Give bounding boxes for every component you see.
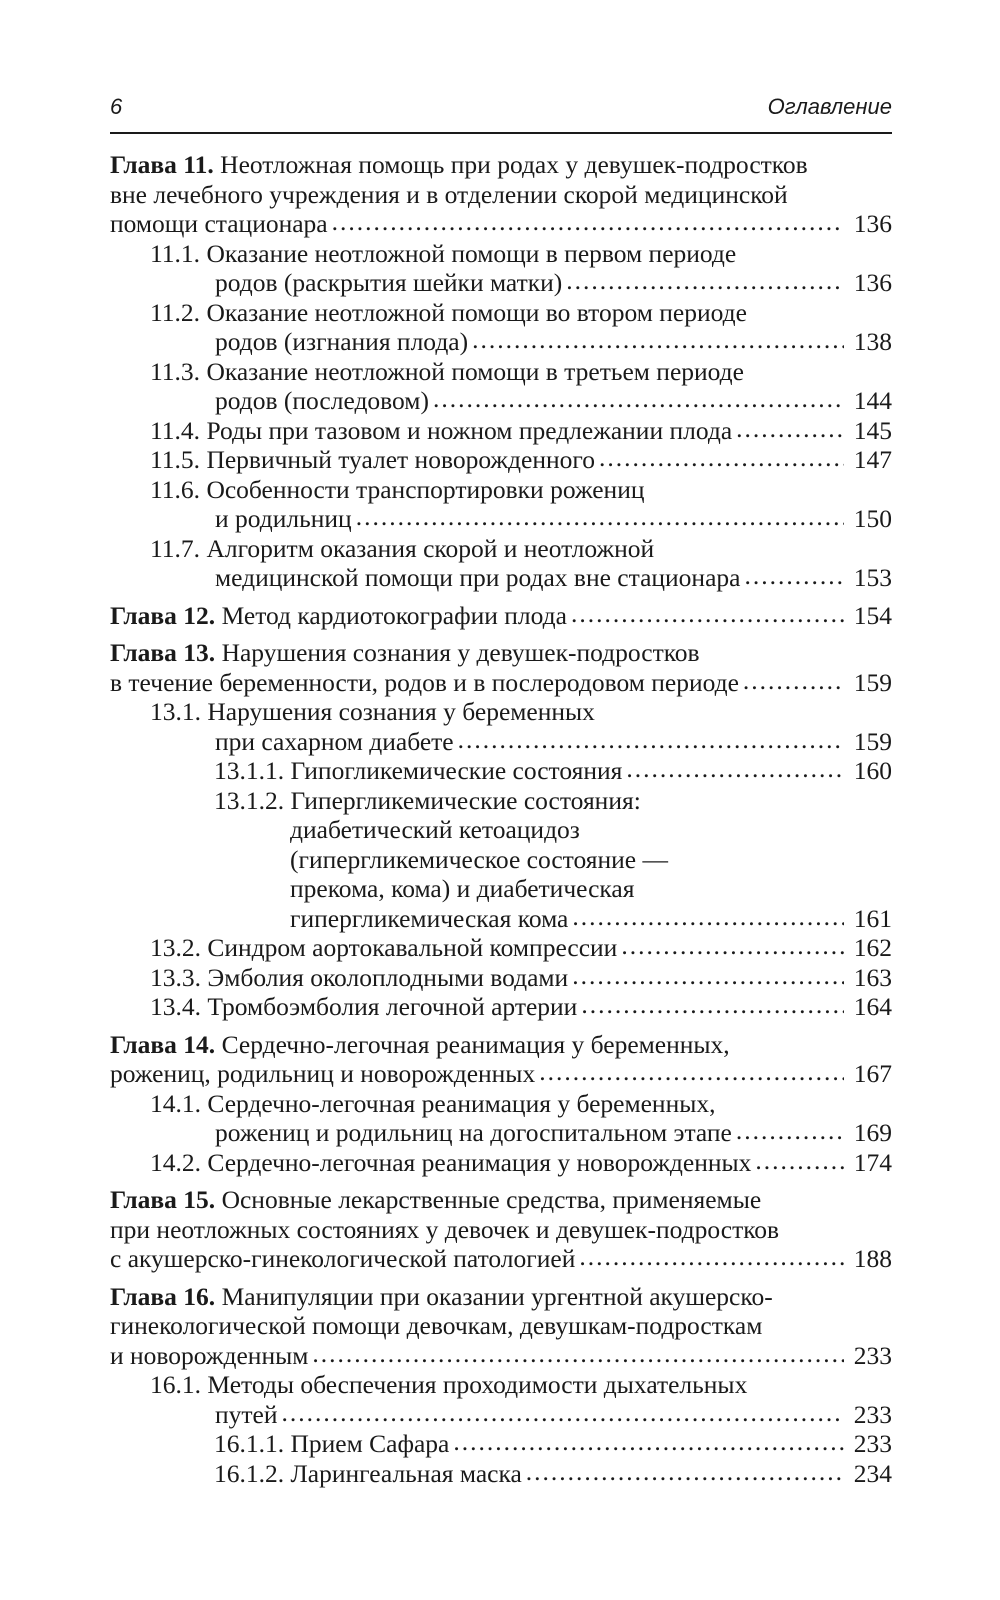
toc-page-number: 154 — [853, 600, 892, 630]
toc-entry-title: Ларингеальная маска — [290, 1458, 522, 1488]
toc-section-entry[interactable] — [110, 786, 892, 934]
toc-entry-line — [150, 697, 892, 727]
toc-entry-text-wrap — [215, 563, 740, 593]
toc-entry-title: Роды при тазовом и ножном предлежании плода — [206, 415, 733, 445]
toc-section-entry[interactable] — [110, 475, 892, 534]
section-number: 11.6. — [150, 474, 201, 504]
toc-entry-line — [110, 1282, 892, 1312]
toc-entry-line — [110, 1341, 892, 1371]
toc-entry-text-wrap — [150, 445, 595, 475]
dot-leader — [356, 502, 844, 532]
toc-entry-line — [150, 504, 892, 534]
toc-entry-title: гипергликемическая кома — [290, 903, 569, 933]
toc-entry-line — [150, 1118, 892, 1148]
toc-entry-line — [110, 1059, 892, 1089]
toc-section-entry[interactable] — [110, 534, 892, 593]
toc-entry-text-wrap — [150, 298, 747, 327]
toc-entry-title: Особенности транспортировки рожениц — [206, 474, 645, 504]
toc-entry-title: рожениц и родильниц на догоспитальном этапе — [215, 1118, 732, 1147]
toc-section-entry[interactable] — [110, 697, 892, 756]
dot-leader — [433, 384, 844, 414]
toc-entry-text-wrap — [110, 601, 567, 631]
toc-page-number: 233 — [853, 1340, 892, 1370]
dot-leader — [743, 666, 844, 696]
toc-entry-title: родов (последовом) — [215, 386, 429, 415]
toc-entry-line — [150, 1370, 892, 1400]
toc-entry-text-wrap — [215, 268, 562, 298]
toc-entry-line — [150, 268, 892, 298]
dot-leader — [453, 1427, 844, 1457]
dot-leader — [571, 599, 844, 629]
toc-page-number: 150 — [853, 504, 892, 533]
toc-entry-title: Тромбоэмболия легочной артерии — [207, 992, 578, 1021]
section-number: 13.1.1. — [214, 756, 285, 785]
toc-entry-title: Гипогликемические состояния — [290, 756, 623, 785]
section-title: Оглавление — [767, 94, 892, 119]
toc-section-entry[interactable] — [110, 963, 892, 993]
section-number: 11.4. — [150, 415, 201, 445]
section-number: 11.7. — [150, 533, 201, 563]
toc-entry-title: Гипергликемические состояния: — [290, 785, 641, 815]
dot-leader — [539, 1057, 844, 1087]
toc-chapter-entry[interactable] — [110, 1030, 892, 1089]
toc-entry-line — [214, 756, 892, 786]
toc-entry-text-wrap — [290, 845, 668, 874]
toc-section-entry[interactable] — [110, 1089, 892, 1148]
dot-leader — [332, 207, 844, 237]
toc-entry-text-wrap — [290, 874, 634, 903]
toc-entry-title: путей — [215, 1399, 278, 1429]
toc-entry-text-wrap — [150, 1089, 715, 1118]
toc-entry-title: Сердечно-легочная реанимация у беременных, — [207, 1088, 716, 1118]
toc-page-number: 233 — [853, 1399, 892, 1429]
toc-page-number: 161 — [853, 903, 892, 933]
toc-entry-text-wrap — [215, 1118, 732, 1148]
toc-entry-title: родов (раскрытия шейки матки) — [215, 268, 563, 297]
toc-chapter-entry[interactable] — [110, 150, 892, 239]
toc-entry-text-wrap — [215, 504, 352, 534]
toc-page-number: 167 — [853, 1059, 892, 1088]
toc-section-entry[interactable] — [110, 1429, 892, 1459]
toc-entry-line — [150, 386, 892, 416]
toc-entry-title: при сахарном диабете — [215, 726, 454, 756]
toc-section-entry[interactable] — [110, 933, 892, 963]
toc-entry-text-wrap — [150, 933, 617, 963]
toc-entry-text-wrap — [150, 963, 568, 993]
dot-leader — [744, 561, 844, 591]
section-number: 11.1. — [150, 238, 201, 268]
toc-entry-text-wrap — [110, 1282, 773, 1311]
dot-leader — [572, 961, 844, 991]
toc-entry-text-wrap — [290, 904, 568, 934]
toc-entry-text-wrap — [110, 1311, 762, 1340]
toc-entry-line — [214, 786, 892, 816]
toc-entry-text-wrap — [110, 668, 739, 698]
toc-entry-title: Эмболия околоплодными водами — [207, 962, 569, 992]
toc-entry-title: Метод кардиотокографии плода — [221, 600, 567, 630]
toc-entry-line — [214, 904, 892, 934]
section-number: 14.1. — [150, 1088, 201, 1118]
toc-page-number: 159 — [853, 726, 892, 756]
toc-page-number: 174 — [853, 1147, 892, 1177]
toc-entry-line — [150, 1148, 892, 1178]
section-number: 14.2. — [150, 1147, 201, 1177]
dot-leader — [458, 725, 844, 755]
dot-leader — [736, 414, 844, 444]
running-header — [110, 88, 892, 134]
toc-entry-title: Оказание неотложной помощи во втором периоде — [206, 297, 747, 327]
toc-entry-text-wrap — [150, 239, 736, 268]
toc-section-entry[interactable] — [110, 445, 892, 475]
toc-entry-line — [214, 1459, 892, 1489]
toc-entry-text-wrap — [110, 638, 700, 667]
toc-entry-text-wrap — [150, 534, 654, 563]
toc-page-number: 233 — [853, 1429, 892, 1458]
toc-entry-title: (гипергликемическое состояние — — [290, 844, 668, 874]
toc-page-number: 159 — [853, 667, 892, 697]
toc-entry-text-wrap — [110, 1030, 730, 1059]
toc-entry-line — [110, 638, 892, 668]
toc-section-entry[interactable] — [110, 992, 892, 1022]
toc-entry-text-wrap — [110, 1341, 308, 1371]
section-number: 13.3. — [150, 962, 201, 992]
toc-entry-line — [214, 1429, 892, 1459]
dot-leader — [312, 1339, 844, 1369]
dot-leader — [282, 1398, 844, 1428]
toc-entry-title: Нарушения сознания у девушек-подростков — [221, 638, 700, 667]
toc-entry-text-wrap — [150, 475, 644, 504]
toc-entry-title: Синдром аортокавальной компрессии — [207, 933, 618, 962]
dot-leader — [566, 266, 844, 296]
chapter-number: Глава 12. — [110, 600, 216, 630]
chapter-number: Глава 11. — [110, 150, 214, 179]
page-number: 6 — [110, 94, 123, 119]
toc-section-entry[interactable] — [110, 357, 892, 416]
toc-entry-title: Сердечно-легочная реанимация у беременных, — [221, 1029, 730, 1059]
toc-page-number: 164 — [853, 992, 892, 1021]
toc-entry-line — [150, 933, 892, 963]
section-number: 16.1.2. — [214, 1458, 285, 1488]
toc-entry-line — [150, 445, 892, 475]
toc-entry-title: Нарушения сознания у беременных — [207, 697, 595, 726]
toc-page-number: 147 — [853, 445, 892, 474]
toc-section-entry[interactable] — [110, 298, 892, 357]
dot-leader — [526, 1457, 844, 1487]
section-number: 11.5. — [150, 445, 201, 474]
toc-entry-line — [110, 150, 892, 180]
toc-entry-line — [150, 963, 892, 993]
toc-section-entry[interactable] — [110, 756, 892, 786]
toc-entry-line — [150, 534, 892, 564]
toc-entry-title: медицинской помощи при родах вне стационара — [215, 563, 741, 592]
toc-entry-title: и родильниц — [215, 504, 352, 533]
toc-page-number: 153 — [853, 563, 892, 592]
toc-page-number: 169 — [853, 1118, 892, 1147]
toc-section-entry[interactable] — [110, 1370, 892, 1429]
toc-entry-title: Алгоритм оказания скорой и неотложной — [206, 533, 655, 563]
chapter-number: Глава 15. — [110, 1185, 216, 1214]
dot-leader — [579, 1242, 844, 1272]
section-number: 13.2. — [150, 933, 201, 962]
toc-entry-text-wrap — [110, 1244, 575, 1274]
toc-entry-line — [150, 992, 892, 1022]
toc-entry-title: Методы обеспечения проходимости дыхательных — [207, 1370, 748, 1399]
toc-entry-title: с акушерско-гинекологической патологией — [110, 1244, 576, 1273]
toc-page-number: 145 — [853, 415, 892, 445]
toc-entry-text-wrap — [215, 327, 468, 357]
dot-leader — [572, 902, 844, 932]
toc-section-entry[interactable] — [110, 416, 892, 446]
toc-entry-text-wrap — [150, 357, 744, 386]
toc-chapter-entry[interactable] — [110, 638, 892, 697]
toc-entry-line — [150, 298, 892, 328]
toc-entry-title: в течение беременности, родов и в послеродовом периоде — [110, 667, 739, 697]
toc-entry-title: Первичный туалет новорожденного — [206, 445, 595, 474]
toc-entry-line — [150, 416, 892, 446]
toc-entry-line — [150, 357, 892, 387]
toc-entry-title: родов (изгнания плода) — [215, 327, 469, 356]
section-number: 11.2. — [150, 297, 201, 327]
toc-page-number: 163 — [853, 962, 892, 992]
toc-entry-line — [150, 727, 892, 757]
toc-entry-title: диабетический кетоацидоз — [290, 815, 580, 844]
toc-entry-text-wrap — [214, 1459, 522, 1489]
toc-entry-line — [110, 209, 892, 239]
toc-entry-title: Оказание неотложной помощи в первом периоде — [206, 238, 737, 268]
section-number: 13.4. — [150, 992, 201, 1021]
toc-entry-line — [150, 1089, 892, 1119]
toc-entry-text-wrap — [110, 1215, 779, 1244]
toc-entry-line — [150, 1400, 892, 1430]
toc-entry-text-wrap — [110, 1059, 535, 1089]
table-of-contents — [110, 150, 892, 1488]
chapter-number: Глава 14. — [110, 1029, 216, 1059]
toc-entry-title: Прием Сафара — [290, 1429, 450, 1458]
dot-leader — [755, 1146, 844, 1176]
toc-entry-text-wrap — [110, 1185, 761, 1214]
dot-leader — [621, 931, 844, 961]
toc-entry-title: помощи стационара — [110, 209, 328, 238]
toc-entry-text-wrap — [215, 727, 454, 757]
toc-section-entry[interactable] — [110, 239, 892, 298]
toc-page-number: 144 — [853, 386, 892, 415]
toc-entry-text-wrap — [150, 416, 732, 446]
toc-entry-line — [214, 845, 892, 875]
dot-leader — [626, 754, 844, 784]
toc-page-number: 188 — [853, 1244, 892, 1273]
dot-leader — [736, 1116, 844, 1146]
document-page — [110, 88, 892, 1488]
toc-page-number: 136 — [853, 209, 892, 238]
toc-entry-line — [110, 180, 892, 210]
section-number: 13.1.2. — [214, 785, 285, 815]
dot-leader — [581, 990, 844, 1020]
toc-entry-title: Оказание неотложной помощи в третьем периоде — [206, 356, 744, 386]
toc-entry-text-wrap — [214, 1429, 449, 1459]
toc-entry-text-wrap — [110, 150, 808, 179]
dot-leader — [599, 443, 844, 473]
toc-entry-text-wrap — [215, 1400, 278, 1430]
dot-leader — [472, 325, 844, 355]
section-number: 13.1. — [150, 697, 201, 726]
toc-section-entry[interactable] — [110, 1459, 892, 1489]
section-number: 16.1. — [150, 1370, 201, 1399]
toc-entry-title: вне лечебного учреждения и в отделении скорой медицинской — [110, 179, 788, 209]
toc-page-number: 138 — [853, 327, 892, 356]
toc-entry-title: прекома, кома) и диабетическая — [290, 874, 635, 903]
toc-entry-line — [150, 239, 892, 269]
toc-page-number: 136 — [853, 268, 892, 297]
toc-entry-line — [150, 475, 892, 505]
toc-entry-line — [110, 1311, 892, 1341]
toc-entry-title: при неотложных состояниях у девочек и девушек-подростков — [110, 1214, 780, 1244]
toc-entry-title: рожениц, родильниц и новорожденных — [110, 1059, 536, 1088]
toc-entry-line — [214, 815, 892, 845]
toc-entry-text-wrap — [110, 209, 328, 239]
toc-entry-line — [110, 668, 892, 698]
toc-entry-line — [110, 1030, 892, 1060]
toc-entry-text-wrap — [214, 756, 622, 786]
section-number: 11.3. — [150, 356, 201, 386]
toc-section-entry[interactable] — [110, 1148, 892, 1178]
toc-entry-text-wrap — [150, 1148, 751, 1178]
chapter-number: Глава 13. — [110, 638, 216, 667]
toc-entry-line — [150, 327, 892, 357]
toc-entry-text-wrap — [110, 180, 788, 209]
toc-entry-text-wrap — [150, 697, 595, 726]
toc-entry-text-wrap — [150, 992, 577, 1022]
toc-entry-line — [150, 563, 892, 593]
toc-page-number: 234 — [853, 1458, 892, 1488]
toc-entry-title: Основные лекарственные средства, применяемые — [221, 1185, 762, 1214]
toc-chapter-entry[interactable] — [110, 1282, 892, 1371]
toc-entry-line — [110, 601, 892, 631]
toc-entry-title: гинекологической помощи девочкам, девушкам-подросткам — [110, 1311, 763, 1340]
toc-chapter-entry[interactable] — [110, 1185, 892, 1274]
section-number: 16.1.1. — [214, 1429, 285, 1458]
toc-entry-text-wrap — [214, 786, 641, 815]
toc-entry-line — [110, 1215, 892, 1245]
chapter-number: Глава 16. — [110, 1281, 216, 1311]
toc-page-number: 162 — [853, 933, 892, 962]
toc-entry-title: Манипуляции при оказании ургентной акушерско- — [221, 1281, 773, 1311]
toc-entry-text-wrap — [290, 815, 580, 844]
toc-entry-title: Сердечно-легочная реанимация у новорожденных — [207, 1147, 752, 1177]
toc-entry-title: и новорожденным — [110, 1340, 309, 1370]
toc-entry-line — [214, 874, 892, 904]
toc-entry-line — [110, 1244, 892, 1274]
toc-entry-title: Неотложная помощь при родах у девушек-подростков — [220, 150, 808, 179]
toc-page-number: 160 — [853, 756, 892, 785]
toc-chapter-entry[interactable] — [110, 601, 892, 631]
toc-entry-line — [110, 1185, 892, 1215]
toc-entry-text-wrap — [150, 1370, 747, 1399]
toc-entry-text-wrap — [215, 386, 429, 416]
